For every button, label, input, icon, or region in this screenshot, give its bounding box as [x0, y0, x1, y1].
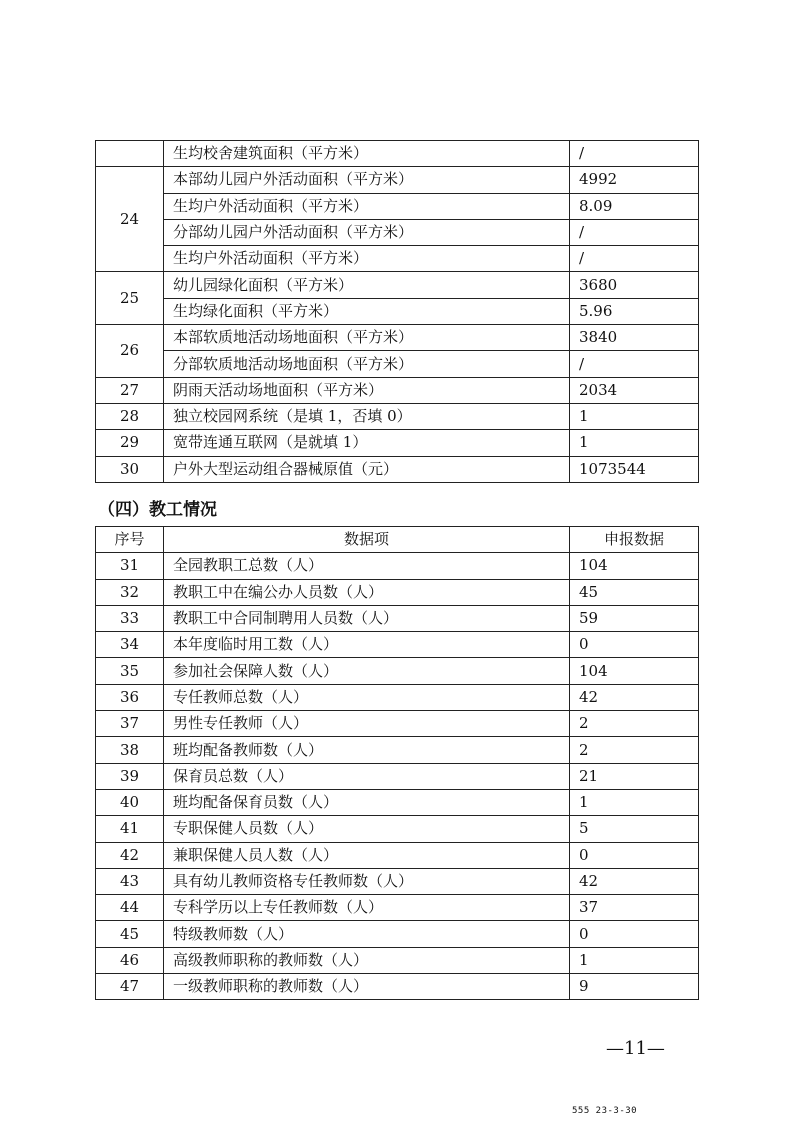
- row-value: 5: [570, 816, 699, 842]
- table-row: [96, 553, 699, 579]
- row-number: 28: [96, 403, 164, 429]
- row-label: 阴雨天活动场地面积（平方米）: [164, 377, 570, 403]
- table-row: [96, 974, 699, 1000]
- table-row: [96, 298, 699, 324]
- row-label: 生均户外活动面积（平方米）: [164, 193, 570, 219]
- row-value: 2: [570, 711, 699, 737]
- table-row: [96, 684, 699, 710]
- row-number: 35: [96, 658, 164, 684]
- table-row: [96, 325, 699, 351]
- row-label: 教职工中合同制聘用人员数（人）: [164, 605, 570, 631]
- table-row: [96, 219, 699, 245]
- table-row: [96, 579, 699, 605]
- row-label: 保育员总数（人）: [164, 763, 570, 789]
- page-number: —11—: [606, 1038, 665, 1059]
- table-row: [96, 842, 699, 868]
- table-row: [96, 737, 699, 763]
- table-row: [96, 272, 699, 298]
- row-value: 0: [570, 921, 699, 947]
- row-label: 生均绿化面积（平方米）: [164, 298, 570, 324]
- row-number: 29: [96, 430, 164, 456]
- row-number: 40: [96, 789, 164, 815]
- row-number: 32: [96, 579, 164, 605]
- row-value: 2034: [570, 377, 699, 403]
- table-row: [96, 816, 699, 842]
- row-value: 37: [570, 895, 699, 921]
- row-label: 独立校园网系统（是填 1，否填 0）: [164, 403, 570, 429]
- row-number: 39: [96, 763, 164, 789]
- row-number: 33: [96, 605, 164, 631]
- table-row: [96, 789, 699, 815]
- row-label: 班均配备保育员数（人）: [164, 789, 570, 815]
- row-number: 30: [96, 456, 164, 482]
- column-header-item: 数据项: [164, 527, 570, 553]
- table-row: [96, 947, 699, 973]
- row-label: 具有幼儿教师资格专任教师数（人）: [164, 868, 570, 894]
- row-label: 户外大型运动组合器械原值（元）: [164, 456, 570, 482]
- row-number: 27: [96, 377, 164, 403]
- table-row: [96, 456, 699, 482]
- table-row: [96, 868, 699, 894]
- row-number: 43: [96, 868, 164, 894]
- row-value: 42: [570, 684, 699, 710]
- row-value: 59: [570, 605, 699, 631]
- row-label: 宽带连通互联网（是就填 1）: [164, 430, 570, 456]
- row-number: 38: [96, 737, 164, 763]
- row-label: 专职保健人员数（人）: [164, 816, 570, 842]
- row-label: 参加社会保障人数（人）: [164, 658, 570, 684]
- row-number: 31: [96, 553, 164, 579]
- row-number: 41: [96, 816, 164, 842]
- footer-stamp: 555 23-3-30: [572, 1106, 638, 1116]
- row-label: 分部软质地活动场地面积（平方米）: [164, 351, 570, 377]
- table-header-row: [96, 527, 699, 553]
- table-row: [96, 895, 699, 921]
- row-number: 46: [96, 947, 164, 973]
- row-number: 42: [96, 842, 164, 868]
- row-value: 4992: [570, 167, 699, 193]
- row-number: 45: [96, 921, 164, 947]
- row-number: 37: [96, 711, 164, 737]
- row-value: 8.09: [570, 193, 699, 219]
- row-label: 教职工中在编公办人员数（人）: [164, 579, 570, 605]
- row-value: 1: [570, 947, 699, 973]
- row-value: 45: [570, 579, 699, 605]
- row-number: 47: [96, 974, 164, 1000]
- row-label: 专科学历以上专任教师数（人）: [164, 895, 570, 921]
- row-label: 本年度临时用工数（人）: [164, 632, 570, 658]
- table-row: [96, 141, 699, 167]
- row-value: 104: [570, 553, 699, 579]
- row-label: 专任教师总数（人）: [164, 684, 570, 710]
- row-label: 幼儿园绿化面积（平方米）: [164, 272, 570, 298]
- table-row: [96, 605, 699, 631]
- row-value: 9: [570, 974, 699, 1000]
- table-row: [96, 167, 699, 193]
- row-value: /: [570, 351, 699, 377]
- row-label: 班均配备教师数（人）: [164, 737, 570, 763]
- row-number: 24: [96, 167, 164, 272]
- column-header-value: 申报数据: [570, 527, 699, 553]
- row-value: 1: [570, 430, 699, 456]
- table-row: [96, 632, 699, 658]
- row-value: 0: [570, 842, 699, 868]
- table-row: [96, 246, 699, 272]
- section-heading: （四）教工情况: [98, 500, 217, 520]
- row-value: 104: [570, 658, 699, 684]
- row-number: [96, 141, 164, 167]
- table-row: [96, 193, 699, 219]
- row-label: 分部幼儿园户外活动面积（平方米）: [164, 219, 570, 245]
- row-number: 44: [96, 895, 164, 921]
- row-value: 5.96: [570, 298, 699, 324]
- row-value: 3840: [570, 325, 699, 351]
- row-value: /: [570, 246, 699, 272]
- row-label: 高级教师职称的教师数（人）: [164, 947, 570, 973]
- table-row: [96, 921, 699, 947]
- row-label: 兼职保健人员人数（人）: [164, 842, 570, 868]
- row-value: 0: [570, 632, 699, 658]
- row-value: 2: [570, 737, 699, 763]
- row-label: 一级教师职称的教师数（人）: [164, 974, 570, 1000]
- row-label: 男性专任教师（人）: [164, 711, 570, 737]
- table-row: [96, 351, 699, 377]
- table-row: [96, 763, 699, 789]
- row-value: 21: [570, 763, 699, 789]
- row-value: 1073544: [570, 456, 699, 482]
- table-row: [96, 658, 699, 684]
- row-value: 1: [570, 403, 699, 429]
- row-label: 生均户外活动面积（平方米）: [164, 246, 570, 272]
- row-number: 26: [96, 325, 164, 378]
- row-number: 25: [96, 272, 164, 325]
- column-header-number: 序号: [96, 527, 164, 553]
- row-label: 全园教职工总数（人）: [164, 553, 570, 579]
- table-row: [96, 377, 699, 403]
- table-row: [96, 403, 699, 429]
- row-number: 36: [96, 684, 164, 710]
- row-value: 42: [570, 868, 699, 894]
- row-label: 本部软质地活动场地面积（平方米）: [164, 325, 570, 351]
- row-label: 生均校舍建筑面积（平方米）: [164, 141, 570, 167]
- facilities-table: [95, 140, 699, 483]
- table-row: [96, 711, 699, 737]
- staff-table: [95, 526, 699, 1000]
- row-value: /: [570, 141, 699, 167]
- row-label: 本部幼儿园户外活动面积（平方米）: [164, 167, 570, 193]
- table-row: [96, 430, 699, 456]
- row-value: /: [570, 219, 699, 245]
- row-number: 34: [96, 632, 164, 658]
- row-value: 1: [570, 789, 699, 815]
- row-label: 特级教师数（人）: [164, 921, 570, 947]
- row-value: 3680: [570, 272, 699, 298]
